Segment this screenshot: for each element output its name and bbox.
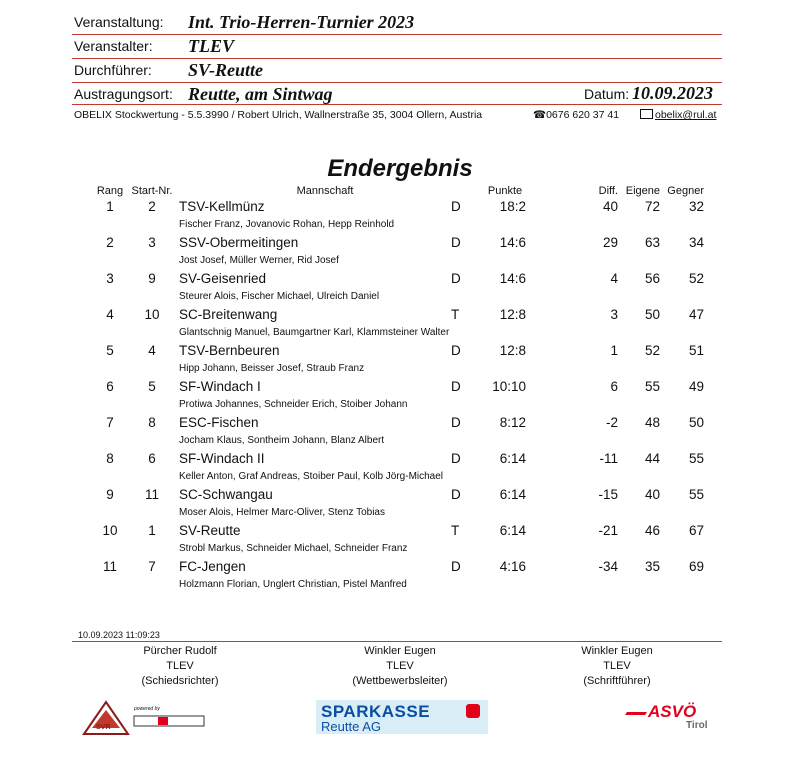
signature-name: Winkler Eugen — [581, 645, 653, 657]
team-name: SF-Windach I — [179, 379, 261, 394]
signature-competition-manager — [300, 645, 500, 687]
diff-cell: -34 — [598, 559, 618, 574]
phone-number: ☎0676 620 37 41 — [533, 109, 620, 121]
opp-points-cell: 47 — [688, 307, 704, 322]
team-players: Glantschnig Manuel, Baumgartner Karl, Klammsteiner Walter — [179, 327, 450, 338]
rank-cell: 3 — [106, 271, 114, 286]
col-team: Mannschaft — [296, 185, 354, 197]
team-name: TSV-Bernbeuren — [179, 343, 280, 358]
start-number-cell: 10 — [144, 307, 160, 322]
diff-cell: 29 — [602, 235, 618, 250]
col-start: Start-Nr. — [131, 185, 173, 197]
rank-cell: 7 — [106, 415, 114, 430]
signature-org: TLEV — [166, 660, 194, 672]
opp-points-cell: 34 — [688, 235, 704, 250]
start-number-cell: 2 — [148, 199, 156, 214]
signature-role: (Schiedsrichter) — [141, 675, 219, 687]
own-points-cell: 44 — [644, 451, 660, 466]
start-number-cell: 11 — [144, 487, 159, 502]
start-number-cell: 6 — [148, 451, 156, 466]
col-points: Punkte — [487, 185, 523, 197]
country-code: D — [451, 235, 461, 250]
asvo-logo — [626, 702, 720, 736]
start-number-cell: 7 — [148, 559, 156, 574]
asvo-subtext: Tirol — [686, 720, 708, 731]
start-number-cell: 5 — [148, 379, 156, 394]
team-name: SC-Schwangau — [179, 487, 273, 502]
executor-label: Durchführer: — [74, 62, 152, 78]
diff-cell: 4 — [610, 271, 618, 286]
diff-cell: -2 — [605, 415, 618, 430]
col-rank: Rang — [96, 185, 124, 197]
opp-points-cell: 50 — [688, 415, 704, 430]
diff-cell: -21 — [598, 523, 618, 538]
team-players: Holzmann Florian, Unglert Christian, Pistel Manfred — [179, 579, 407, 590]
diff-cell: 6 — [610, 379, 618, 394]
opp-points-cell: 49 — [688, 379, 704, 394]
opp-points-cell: 51 — [688, 343, 704, 358]
opp-points-cell: 67 — [688, 523, 704, 538]
diff-cell: 40 — [602, 199, 618, 214]
event-value: Int. Trio-Herren-Turnier 2023 — [188, 12, 415, 32]
own-points-cell: 52 — [644, 343, 660, 358]
signature-role: (Schriftführer) — [583, 675, 651, 687]
team-name: SF-Windach II — [179, 451, 265, 466]
email-link[interactable]: obelix@rul.at — [655, 109, 717, 121]
start-number-cell: 4 — [148, 343, 156, 358]
country-code: D — [451, 415, 461, 430]
points-cell: 6:14 — [499, 523, 526, 538]
points-cell: 12:8 — [499, 343, 526, 358]
start-number-cell: 9 — [148, 271, 156, 286]
start-number-cell: 8 — [148, 415, 156, 430]
header-rule — [72, 58, 722, 59]
start-number-cell: 1 — [148, 523, 156, 538]
country-code: D — [451, 379, 461, 394]
points-cell: 18:2 — [499, 199, 526, 214]
rank-cell: 11 — [102, 559, 117, 574]
signature-name: Pürcher Rudolf — [143, 645, 217, 657]
country-code: D — [451, 487, 461, 502]
team-players: Moser Alois, Helmer Marc-Oliver, Stenz Tobias — [179, 507, 385, 518]
own-points-cell: 56 — [644, 271, 660, 286]
own-points-cell: 72 — [644, 199, 660, 214]
organizer-value: TLEV — [188, 36, 235, 56]
country-code: D — [451, 559, 461, 574]
asvo-swoosh-icon — [625, 712, 647, 715]
team-name: TSV-Kellmünz — [179, 199, 265, 214]
powered-by-text: powered by — [134, 706, 160, 712]
organizer-label: Veranstalter: — [74, 38, 153, 54]
team-players: Hipp Johann, Beisser Josef, Straub Franz — [179, 363, 365, 374]
page-title: Endergebnis — [327, 155, 473, 182]
team-name: ESC-Fischen — [179, 415, 259, 430]
executor-value: SV-Reutte — [188, 60, 264, 80]
own-points-cell: 50 — [644, 307, 660, 322]
rank-cell: 9 — [106, 487, 114, 502]
team-players: Strobl Markus, Schneider Michael, Schneider Franz — [179, 543, 408, 554]
rank-cell: 2 — [106, 235, 114, 250]
signature-referee — [80, 645, 280, 687]
rank-cell: 1 — [106, 199, 114, 214]
opp-points-cell: 32 — [688, 199, 704, 214]
sparkasse-subtext: Reutte AG — [321, 719, 381, 734]
own-points-cell: 48 — [644, 415, 660, 430]
points-cell: 14:6 — [499, 235, 526, 250]
country-code: D — [451, 343, 461, 358]
sparkasse-text: SPARKASSE — [321, 702, 431, 721]
col-own: Eigene — [625, 185, 660, 197]
country-code: T — [451, 307, 460, 322]
sparkasse-s-icon — [466, 704, 480, 718]
email-block — [640, 109, 716, 121]
points-cell: 6:14 — [499, 451, 526, 466]
rank-cell: 8 — [106, 451, 114, 466]
points-cell: 12:8 — [499, 307, 526, 322]
country-code: D — [451, 199, 461, 214]
team-players: Keller Anton, Graf Andreas, Stoiber Paul, Kolb Jörg-Michael — [179, 471, 444, 482]
date-value: 10.09.2023 — [632, 83, 713, 103]
opp-points-cell: 55 — [688, 487, 704, 502]
rank-cell: 5 — [106, 343, 114, 358]
team-name: SSV-Obermeitingen — [179, 235, 299, 250]
own-points-cell: 46 — [644, 523, 660, 538]
sparkasse-logo — [316, 700, 488, 734]
country-code: T — [451, 523, 460, 538]
header-rule — [72, 82, 722, 83]
team-players: Fischer Franz, Jovanovic Rohan, Hepp Reinhold — [179, 219, 395, 230]
signature-name: Winkler Eugen — [364, 645, 436, 657]
opp-points-cell: 69 — [688, 559, 704, 574]
diff-cell: -11 — [599, 451, 618, 466]
opp-points-cell: 55 — [688, 451, 704, 466]
rank-cell: 6 — [106, 379, 114, 394]
team-players: Protiwa Johannes, Schneider Erich, Stoiber Johann — [179, 399, 408, 410]
signature-org: TLEV — [386, 660, 414, 672]
header-rule — [72, 104, 722, 105]
venue-value: Reutte, am Sintwag — [188, 84, 333, 104]
event-label: Veranstaltung: — [74, 14, 164, 30]
team-players: Steurer Alois, Fischer Michael, Ulreich Daniel — [179, 291, 380, 302]
points-cell: 14:6 — [499, 271, 526, 286]
points-cell: 6:14 — [499, 487, 526, 502]
country-code: D — [451, 271, 461, 286]
team-name: SV-Geisenried — [179, 271, 267, 286]
col-diff: Diff. — [598, 185, 618, 197]
team-players: Jocham Klaus, Sontheim Johann, Blanz Albert — [179, 435, 385, 446]
points-cell: 8:12 — [499, 415, 526, 430]
software-line: OBELIX Stockwertung - 5.5.3990 / Robert Ulrich, Wallnerstraße 35, 3004 Ollern, Austria — [74, 109, 483, 121]
signature-secretary — [517, 645, 717, 687]
signature-role: (Wettbewerbsleiter) — [352, 675, 448, 687]
own-points-cell: 40 — [644, 487, 660, 502]
team-name: FC-Jengen — [179, 559, 246, 574]
diff-cell: 3 — [610, 307, 618, 322]
svr-logo — [80, 700, 210, 736]
team-name: SC-Breitenwang — [179, 307, 278, 322]
points-cell: 4:16 — [499, 559, 526, 574]
team-name: SV-Reutte — [179, 523, 241, 538]
start-number-cell: 3 — [148, 235, 156, 250]
signature-org: TLEV — [603, 660, 631, 672]
col-opp: Gegner — [667, 185, 704, 197]
own-points-cell: 63 — [644, 235, 660, 250]
diff-cell: 1 — [610, 343, 618, 358]
asvo-text: ASVÖ — [648, 702, 697, 721]
country-code: D — [451, 451, 461, 466]
rank-cell: 4 — [106, 307, 114, 322]
diff-cell: -15 — [598, 487, 618, 502]
header-rule — [72, 34, 722, 35]
date-label: Datum: — [584, 86, 630, 102]
team-players: Jost Josef, Müller Werner, Rid Josef — [179, 255, 339, 266]
venue-label: Austragungsort: — [74, 86, 173, 102]
points-cell: 10:10 — [492, 379, 526, 394]
print-timestamp: 10.09.2023 11:09:23 — [78, 630, 160, 640]
footer-rule — [72, 641, 722, 642]
own-points-cell: 35 — [644, 559, 660, 574]
opp-points-cell: 52 — [688, 271, 704, 286]
rank-cell: 10 — [102, 523, 118, 538]
svr-logo-text: SVR — [96, 724, 111, 731]
own-points-cell: 55 — [644, 379, 660, 394]
mail-icon — [640, 109, 653, 119]
